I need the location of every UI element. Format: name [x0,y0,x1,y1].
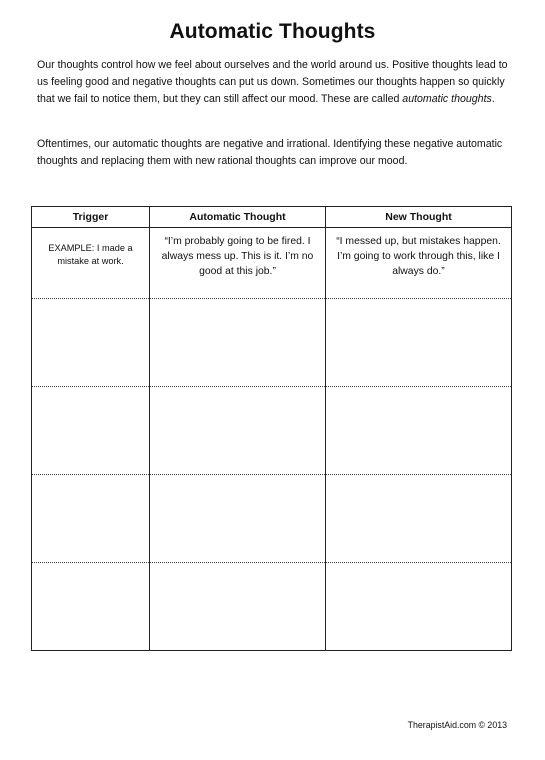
new-thought-cell[interactable] [326,563,512,651]
intro-text: Our thoughts control how we feel about ourselves and the world around us. Positive thoughts lead to us feeling good and negative thoughts can put us down. Sometimes our thoughts happen so quickly that we fail to notice them, but they can still affect our mood. These are called [37,59,508,105]
automatic-thought-cell[interactable] [150,299,326,387]
new-thought-cell[interactable] [326,475,512,563]
automatic-thought-cell[interactable] [150,563,326,651]
header-trigger: Trigger [32,207,150,228]
automatic-thought-cell[interactable] [150,475,326,563]
trigger-cell[interactable] [32,387,150,475]
intro-paragraph-2: Oftentimes, our automatic thoughts are negative and irrational. Identifying these negative automatic thoughts and replacing them with new rational thoughts can improve our mood. [37,138,503,167]
intro-paragraph-1 [37,57,513,108]
new-thought-cell[interactable] [326,299,512,387]
table-row [32,387,512,475]
header-automatic-thought: Automatic Thought [150,207,326,228]
example-trigger: EXAMPLE: I made a mistake at work. [32,228,150,299]
example-row [32,228,512,299]
example-new-thought: “I messed up, but mistakes happen. I’m going to work through this, like I always do.” [326,228,512,299]
trigger-cell[interactable] [32,563,150,651]
thoughts-table [31,206,512,651]
page-title: Automatic Thoughts [169,20,376,43]
footer-copyright: TherapistAid.com © 2013 [407,720,507,730]
header-row [32,207,512,228]
table-row [32,299,512,387]
new-thought-cell[interactable] [326,387,512,475]
table-row [32,475,512,563]
header-new-thought: New Thought [326,207,512,228]
table-row [32,563,512,651]
intro-text-end: . [491,93,495,105]
automatic-thought-cell[interactable] [150,387,326,475]
intro-emphasis: automatic thoughts [402,93,492,105]
trigger-cell[interactable] [32,475,150,563]
trigger-cell[interactable] [32,299,150,387]
example-automatic-thought: “I’m probably going to be fired. I always mess up. This is it. I’m no good at this job.” [150,228,326,299]
